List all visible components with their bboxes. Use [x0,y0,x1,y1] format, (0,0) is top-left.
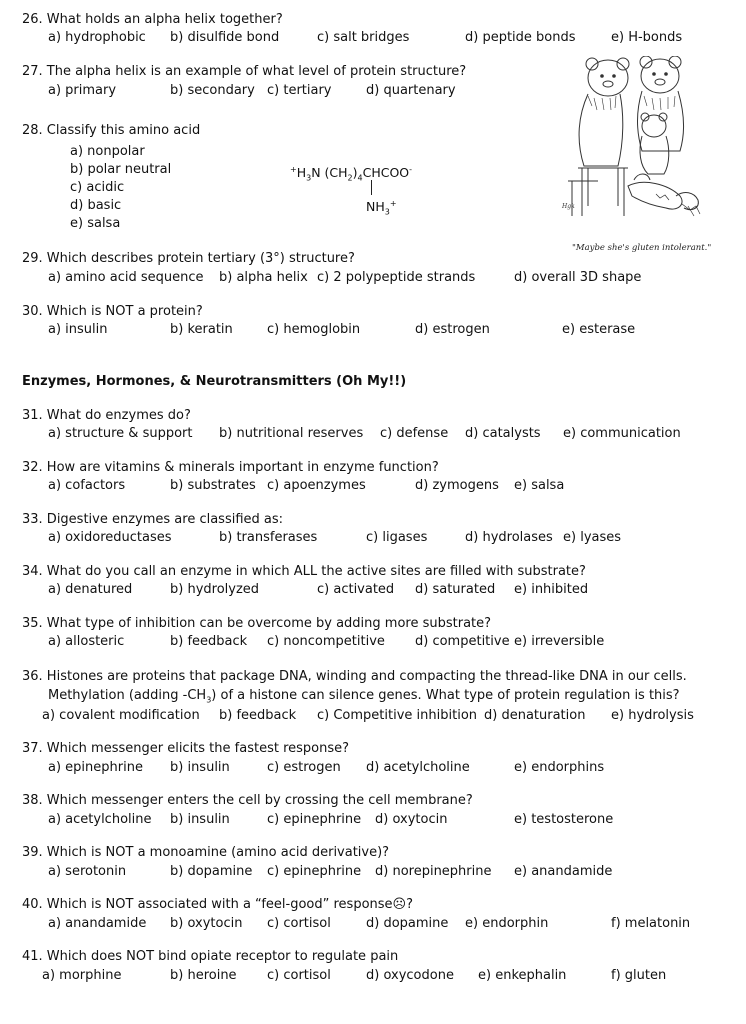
option-b: b) keratin [170,322,233,337]
option-b: b) feedback [170,634,248,649]
option-b: b) polar neutral [70,162,172,177]
option-e: e) inhibited [514,582,589,597]
cartoon-signature: Hgk [562,203,575,210]
option-c: c) acidic [70,180,125,195]
cartoon-caption: "Maybe she's gluten intolerant." [572,243,712,253]
option-d: d) overall 3D shape [514,270,642,285]
option-b: b) feedback [219,708,297,723]
section-heading: Enzymes, Hormones, & Neurotransmitters (Oh My!!) [22,374,407,389]
option-f: f) gluten [611,968,667,983]
option-c: c) ligases [366,530,428,545]
option-e: e) endorphin [465,916,549,931]
option-c: c) cortisol [267,916,331,931]
option-b: b) nutritional reserves [219,426,364,441]
option-c: c) estrogen [267,760,341,775]
amino-acid-formula: $^+H_3N$ $(CH_2)_4CHCOO^-$ [290,165,413,183]
question-stem: 30. Which is NOT a protein? [22,304,203,319]
question-stem-line-2: Methylation (adding $-CH_3$) of a histone can silence genes. What type of protein regulation is this? [48,688,680,705]
option-c: c) tertiary [267,83,332,98]
option-f: f) melatonin [611,916,691,931]
option-a: a) insulin [48,322,108,337]
option-a: a) epinephrine [48,760,143,775]
option-c: c) cortisol [267,968,331,983]
question-stem: 39. Which is NOT a monoamine (amino acid derivative)? [22,845,390,860]
option-c: c) activated [317,582,395,597]
option-d: d) basic [70,198,122,213]
option-a: a) allosteric [48,634,125,649]
question-stem: 29. Which describes protein tertiary (3°) structure? [22,251,355,266]
option-e: e) irreversible [514,634,605,649]
option-e: e) endorphins [514,760,605,775]
option-a: a) amino acid sequence [48,270,204,285]
option-b: b) hydrolyzed [170,582,260,597]
question-stem: 34. What do you call an enzyme in which ALL the active sites are filled with substrate? [22,564,586,579]
option-d: d) saturated [415,582,496,597]
option-a: a) oxidoreductases [48,530,172,545]
option-c: c) epinephrine [267,812,362,827]
option-d: d) norepinephrine [375,864,492,879]
option-a: a) structure & support [48,426,193,441]
option-b: b) insulin [170,760,230,775]
option-e: e) esterase [562,322,636,337]
question-stem: 37. Which messenger elicits the fastest response? [22,741,350,756]
question-stem: 31. What do enzymes do? [22,408,191,423]
option-c: c) noncompetitive [267,634,385,649]
option-b: b) substrates [170,478,256,493]
option-d: d) hydrolases [465,530,553,545]
option-b: b) oxytocin [170,916,243,931]
option-c: c) apoenzymes [267,478,366,493]
option-d: d) quartenary [366,83,456,98]
question-stem: 26. What holds an alpha helix together? [22,12,283,27]
option-e: e) H-bonds [611,30,683,45]
option-e: e) enkephalin [478,968,567,983]
formula-amino-group: $NH_3^+$ [366,199,397,217]
question-stem: 28. Classify this amino acid [22,123,201,138]
option-a: a) morphine [42,968,122,983]
option-b: b) secondary [170,83,255,98]
question-stem: 40. Which is NOT associated with a “feel-good” response☹? [22,897,413,912]
option-d: d) dopamine [366,916,449,931]
option-e: e) salsa [514,478,565,493]
option-e: e) communication [563,426,681,441]
option-a: a) nonpolar [70,144,145,159]
option-d: d) oxytocin [375,812,448,827]
option-d: d) competitive [415,634,510,649]
question-stem: 32. How are vitamins & minerals important in enzyme function? [22,460,439,475]
option-e: e) salsa [70,216,121,231]
option-b: b) dopamine [170,864,253,879]
option-a: a) covalent modification [42,708,200,723]
question-stem: 35. What type of inhibition can be overcome by adding more substrate? [22,616,492,631]
question-stem: 33. Digestive enzymes are classified as: [22,512,284,527]
option-a: a) serotonin [48,864,127,879]
formula-bond-line [371,180,372,195]
option-c: c) hemoglobin [267,322,361,337]
option-c: c) epinephrine [267,864,362,879]
option-c: c) defense [380,426,449,441]
option-b: b) heroine [170,968,237,983]
option-c: c) 2 polypeptide strands [317,270,476,285]
option-c: c) Competitive inhibition [317,708,478,723]
option-d: d) estrogen [415,322,490,337]
question-stem: 38. Which messenger enters the cell by crossing the cell membrane? [22,793,473,808]
option-b: b) transferases [219,530,318,545]
option-a: a) denatured [48,582,133,597]
option-d: d) oxycodone [366,968,454,983]
bear-cartoon-illustration [558,56,708,221]
option-a: a) hydrophobic [48,30,146,45]
option-a: a) primary [48,83,117,98]
option-b: b) insulin [170,812,230,827]
option-b: b) alpha helix [219,270,308,285]
question-stem-line-1: 36. Histones are proteins that package DNA, winding and compacting the thread-like DNA in our cells. [22,669,687,684]
option-a: a) anandamide [48,916,147,931]
option-e: e) anandamide [514,864,613,879]
question-stem: 27. The alpha helix is an example of what level of protein structure? [22,64,467,79]
option-b: b) disulfide bond [170,30,280,45]
option-d: d) zymogens [415,478,499,493]
option-d: d) denaturation [484,708,586,723]
question-stem: 41. Which does NOT bind opiate receptor to regulate pain [22,949,399,964]
option-e: e) hydrolysis [611,708,694,723]
option-d: d) acetylcholine [366,760,470,775]
option-d: d) peptide bonds [465,30,576,45]
option-c: c) salt bridges [317,30,410,45]
option-e: e) testosterone [514,812,614,827]
option-a: a) acetylcholine [48,812,152,827]
option-e: e) lyases [563,530,622,545]
option-d: d) catalysts [465,426,541,441]
option-a: a) cofactors [48,478,126,493]
